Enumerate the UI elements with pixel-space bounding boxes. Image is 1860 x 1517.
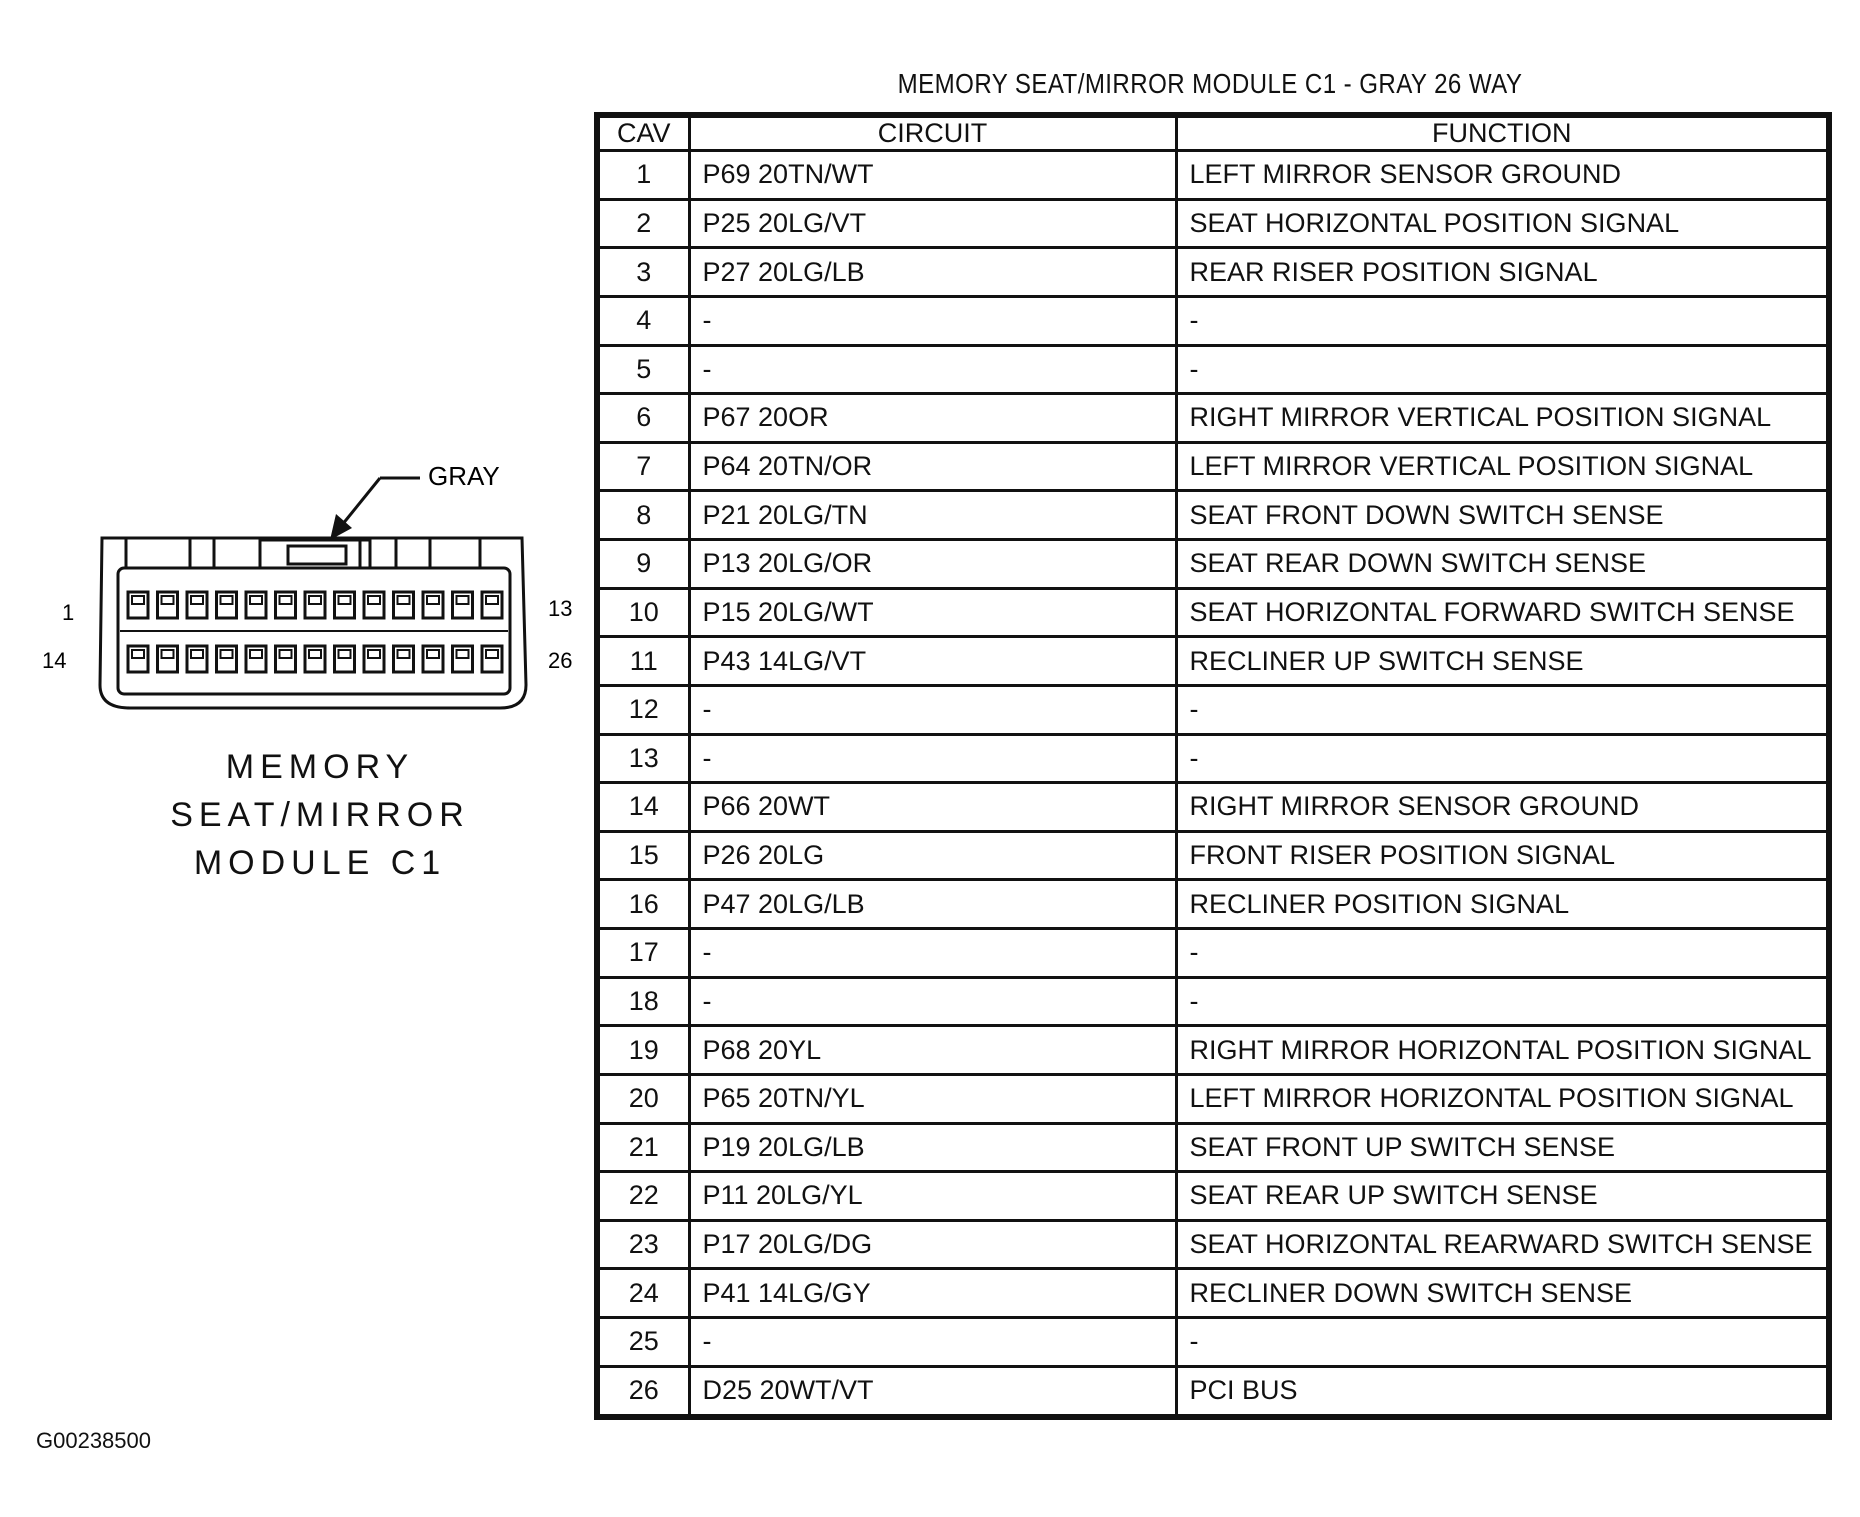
table-row [597,199,1829,248]
cav-cell: 5 [597,345,689,394]
pin-terminal [221,596,233,604]
pin-terminal [457,596,469,604]
circuit-cell: P65 20TN/YL [689,1074,1176,1123]
pin-terminal [309,596,321,604]
pin-terminal [132,650,144,658]
function-cell: RIGHT MIRROR HORIZONTAL POSITION SIGNAL [1176,1026,1829,1075]
function-cell: SEAT REAR DOWN SWITCH SENSE [1176,540,1829,589]
circuit-cell: P15 20LG/WT [689,588,1176,637]
pin-label-bottom-left: 14 [42,648,67,673]
table-row [597,1318,1829,1367]
table-row [597,588,1829,637]
circuit-cell: P17 20LG/DG [689,1220,1176,1269]
function-cell: FRONT RISER POSITION SIGNAL [1176,831,1829,880]
function-cell: SEAT HORIZONTAL POSITION SIGNAL [1176,199,1829,248]
cav-cell: 9 [597,540,689,589]
circuit-cell: D25 20WT/VT [689,1366,1176,1417]
circuit-cell: - [689,685,1176,734]
cav-cell: 25 [597,1318,689,1367]
pin-label-top-right: 13 [548,596,573,621]
leader-line [342,478,380,525]
cav-cell: 7 [597,442,689,491]
pin-terminal [250,596,262,604]
connector-body [100,478,526,708]
pin-terminal [339,650,351,658]
cav-cell: 21 [597,1123,689,1172]
circuit-cell: P64 20TN/OR [689,442,1176,491]
function-cell: SEAT FRONT DOWN SWITCH SENSE [1176,491,1829,540]
circuit-cell: P43 14LG/VT [689,637,1176,686]
circuit-cell: P19 20LG/LB [689,1123,1176,1172]
pin-terminal [368,650,380,658]
function-cell: REAR RISER POSITION SIGNAL [1176,248,1829,297]
table-row [597,1366,1829,1417]
cav-cell: 8 [597,491,689,540]
cav-cell: 11 [597,637,689,686]
table-row [597,345,1829,394]
circuit-cell: - [689,929,1176,978]
table-row [597,831,1829,880]
cav-cell: 12 [597,685,689,734]
pin-terminal [427,596,439,604]
pin-terminal [191,650,203,658]
table-row [597,1074,1829,1123]
pin-terminal [339,596,351,604]
cav-cell: 16 [597,880,689,929]
pin-terminal [486,650,498,658]
table-row [597,1269,1829,1318]
table-row [597,1172,1829,1221]
circuit-cell: - [689,734,1176,783]
function-cell: RIGHT MIRROR VERTICAL POSITION SIGNAL [1176,394,1829,443]
function-cell: PCI BUS [1189,1375,1298,1406]
cav-cell: 13 [597,734,689,783]
module-label-line-1: MEMORY [225,748,415,786]
circuit-cell: P67 20OR [689,394,1176,443]
circuit-cell: - [689,296,1176,345]
locking-rib [126,538,190,568]
table-row [597,540,1829,589]
function-cell: - [1176,345,1829,394]
pin-terminal [162,650,174,658]
pin-label-bottom-right: 26 [548,648,573,673]
header-cav: CAV [597,115,689,151]
pin-terminal [250,650,262,658]
circuit-cell: P68 20YL [689,1026,1176,1075]
function-cell: - [1176,929,1829,978]
table-row [597,637,1829,686]
circuit-cell: P66 20WT [689,783,1176,832]
cav-cell: 15 [597,831,689,880]
circuit-cell: P25 20LG/VT [689,199,1176,248]
circuit-cell: P21 20LG/TN [689,491,1176,540]
cav-cell: 4 [597,296,689,345]
function-cell: LEFT MIRROR SENSOR GROUND [1176,151,1829,200]
function-cell: RIGHT MIRROR SENSOR GROUND [1176,783,1829,832]
table-row [597,151,1829,200]
function-cell: LEFT MIRROR HORIZONTAL POSITION SIGNAL [1176,1074,1829,1123]
function-cell: SEAT FRONT UP SWITCH SENSE [1176,1123,1829,1172]
cav-cell: 1 [597,151,689,200]
connector-diagram [30,440,590,740]
cav-cell: 2 [597,199,689,248]
cav-cell: 23 [597,1220,689,1269]
function-cell: - [1176,734,1829,783]
circuit-cell: P41 14LG/GY [689,1269,1176,1318]
circuit-cell: - [689,977,1176,1026]
pin-terminal [280,596,292,604]
table-row [597,1123,1829,1172]
circuit-cell: P69 20TN/WT [689,151,1176,200]
header-function: FUNCTION [1176,115,1829,151]
function-cell: - [1176,685,1829,734]
latch-tab [288,546,346,564]
module-label-line-2: SEAT/MIRROR [170,796,470,834]
connector-color-label: GRAY [428,461,500,491]
table-row [597,442,1829,491]
circuit-cell: - [689,345,1176,394]
table-row [597,783,1829,832]
table-header-row [597,115,1829,151]
cav-cell: 14 [597,783,689,832]
header-circuit: CIRCUIT [689,115,1176,151]
table-row [597,685,1829,734]
table-row [597,880,1829,929]
module-label-line-3: MODULE C1 [193,844,447,882]
cav-cell: 6 [597,394,689,443]
function-cell: RECLINER DOWN SWITCH SENSE [1176,1269,1829,1318]
function-cell: SEAT HORIZONTAL REARWARD SWITCH SENSE [1176,1220,1829,1269]
locking-rib [360,538,396,568]
pinout-table-body [597,151,1829,1418]
locking-rib [190,538,214,568]
pin-terminal [457,650,469,658]
pin-terminal [368,596,380,604]
cav-cell: 22 [597,1172,689,1221]
pin-terminal [398,650,410,658]
circuit-cell: P27 20LG/LB [689,248,1176,297]
cav-cell: 26 [597,1366,689,1417]
pin-terminal [486,596,498,604]
function-cell: RECLINER POSITION SIGNAL [1176,880,1829,929]
locking-rib [430,538,480,568]
circuit-cell: - [689,1318,1176,1367]
pin-terminal [132,596,144,604]
function-cell: SEAT REAR UP SWITCH SENSE [1176,1172,1829,1221]
table-row [597,491,1829,540]
table-row [597,929,1829,978]
cav-cell: 3 [597,248,689,297]
figure-code: G00238500 [36,1428,151,1453]
function-cell: - [1176,977,1829,1026]
function-cell: RECLINER UP SWITCH SENSE [1176,637,1829,686]
pin-terminal [221,650,233,658]
pin-terminal [309,650,321,658]
circuit-cell: P26 20LG [689,831,1176,880]
table-row [597,248,1829,297]
function-cell: SEAT HORIZONTAL FORWARD SWITCH SENSE [1176,588,1829,637]
function-cell: - [1176,296,1829,345]
pin-label-top-left: 1 [62,600,75,625]
table-row [597,1220,1829,1269]
table-row [597,977,1829,1026]
pin-terminal [191,596,203,604]
table-row [597,1026,1829,1075]
circuit-cell: P47 20LG/LB [689,880,1176,929]
table-title: MEMORY SEAT/MIRROR MODULE C1 - GRAY 26 WAY [897,68,1523,99]
pin-terminal [280,650,292,658]
circuit-cell: P11 20LG/YL [689,1172,1176,1221]
function-cell: LEFT MIRROR VERTICAL POSITION SIGNAL [1176,442,1829,491]
circuit-cell: P13 20LG/OR [689,540,1176,589]
cav-cell: 19 [597,1026,689,1075]
pin-terminal [427,650,439,658]
cav-cell: 17 [597,929,689,978]
table-row [597,394,1829,443]
function-cell: - [1176,1318,1829,1367]
pin-terminal [398,596,410,604]
cav-cell: 10 [597,588,689,637]
table-row [597,734,1829,783]
table-row [597,296,1829,345]
cav-cell: 20 [597,1074,689,1123]
pinout-table [594,112,1832,1420]
pin-terminal [162,596,174,604]
cav-cell: 18 [597,977,689,1026]
cav-cell: 24 [597,1269,689,1318]
